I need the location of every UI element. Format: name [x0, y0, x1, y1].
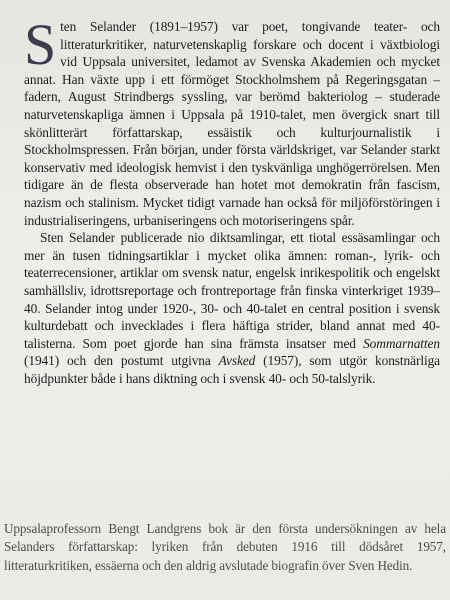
paragraph-2-text-c: (1957), som utgör konstnärliga höjdpunkter både i hans diktning och i svensk 40- och 50-talslyrik. — [24, 353, 441, 386]
paragraph-1-text: ten Selander (1891–1957) var poet, tongivande teater- och litteraturkritiker, naturvetenskaplig forskare och docent i växtbiologi vid Uppsala universitet, ledamot av Svenska Akademien och mycket annat. Han växte upp i ett förmöget Stockholmshem på Regeringsgatan – fadern, August Strindbergs syssling, var berömd bakteriolog – studerade naturvetenskapliga ämnen i Uppsala på 1910-talet, men övergick snart till skönlitterärt författarskap, essäistik och kulturjournalistik i Stockholmspressen. Från början, under första världskriget, var Selander starkt konservativ med ideologisk hemvist i den tyskvänliga unghögerrörelsen. Men tidigare än de flesta observerade han hotet mot demokratin från fascism, nazism och stalinism. Mycket tidigt varnade han också för miljöförstöringen i industrialiseringens, urbaniseringens och motoriseringens spår. — [24, 19, 440, 228]
book-title-sommarnatten: Sommarnatten — [363, 335, 440, 351]
book-title-avsked: Avsked — [218, 353, 256, 369]
drop-cap: S — [24, 12, 57, 77]
book-blurb: Uppsalaprofessorn Bengt Landgrens bok är den första undersökningen av hela Selanders författarskap: lyriken från debuten 1916 till dödsåret 1957, litteraturkritiken, essäerna och den aldrig avslutade biografin över Sven Hedin. — [4, 521, 446, 573]
biography-paragraph-2 — [24, 229, 440, 387]
biography-text — [24, 12, 441, 387]
paragraph-2-text-a: Sten Selander publicerade nio diktsamlingar, ett tiotal essäsamlingar och mer än tusen tidningsartiklar i mycket olika ämnen: roman-, lyrik- och teaterrecensioner, artiklar om svensk natur, engelsk inrikespolitik och engelskt samhällsliv, idrottsreportage och frontreportage från finska vinterkriget 1939–40. Selander intog under 1920-, 30- och 40-talet en central position i svensk kulturdebatt och invecklades i flera häftiga strider, bland annat med 40-talisterna. Som poet gjorde han sina främsta insatser med — [24, 230, 440, 351]
paragraph-2-text-b: (1941) och den postumt utgivna — [24, 353, 219, 369]
biography-paragraph-1 — [24, 12, 440, 229]
